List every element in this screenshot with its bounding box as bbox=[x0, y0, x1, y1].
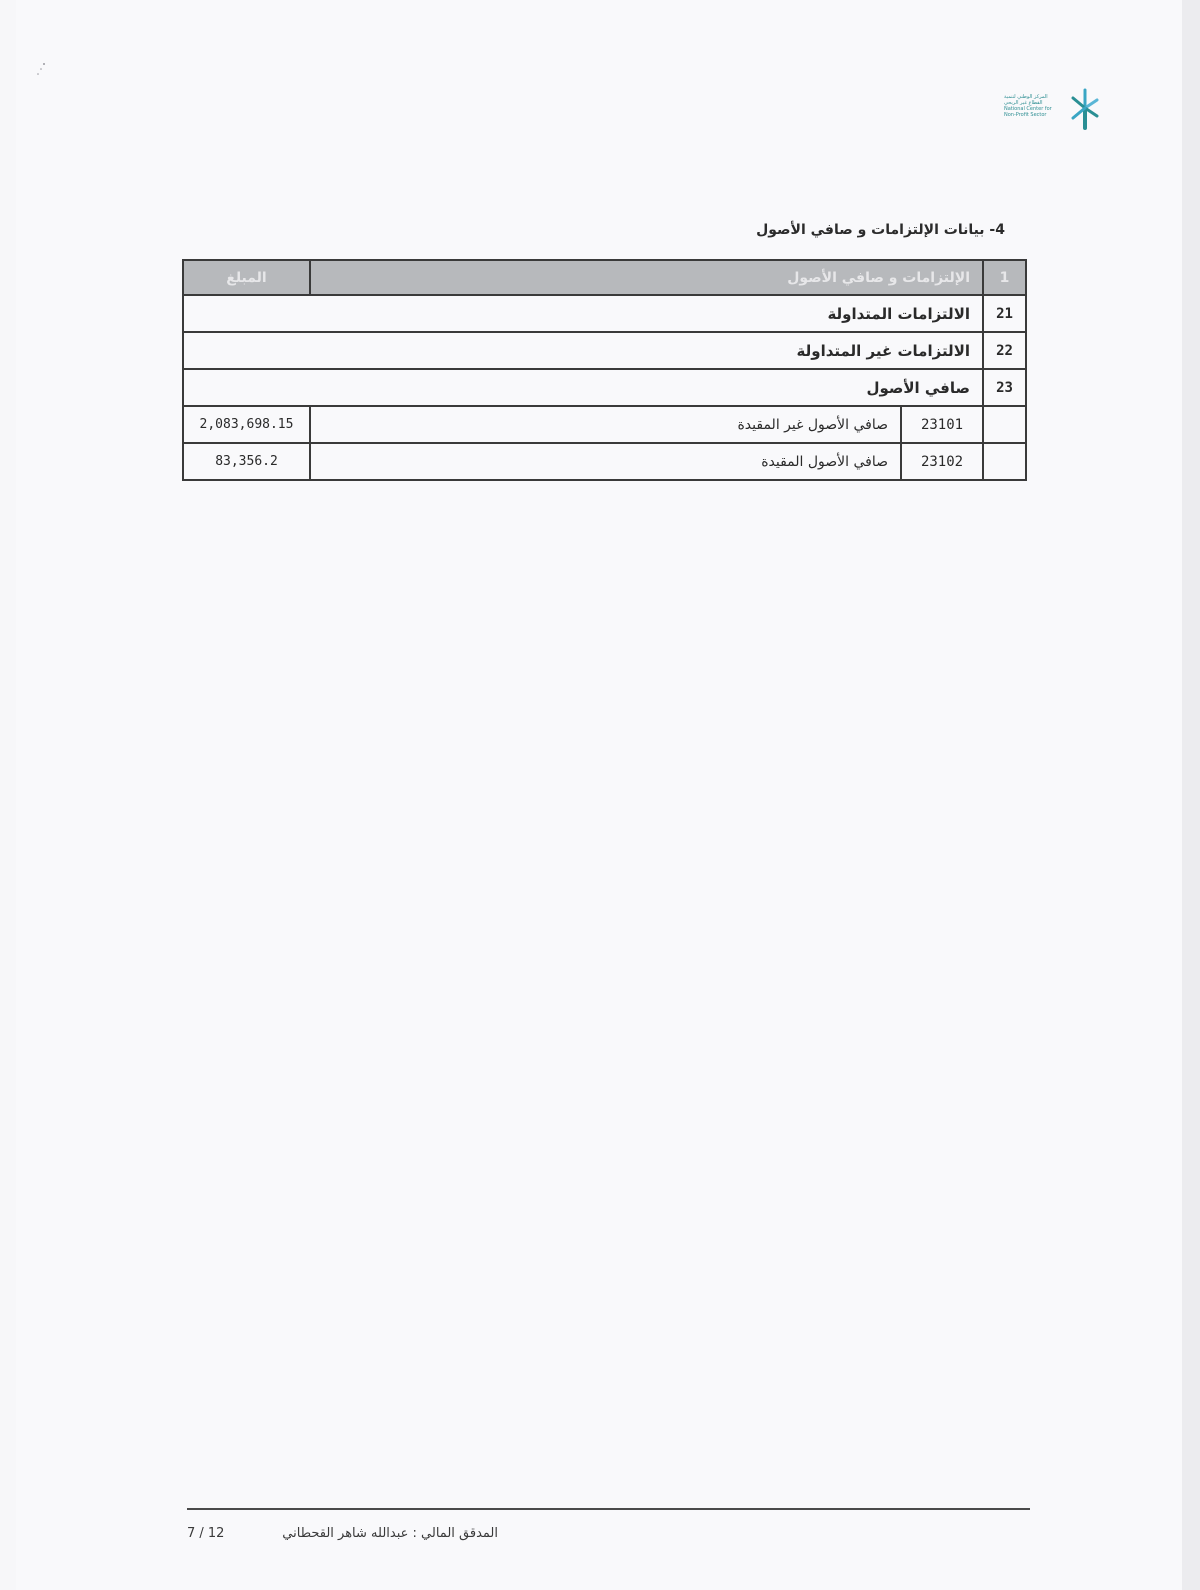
star-logo-icon bbox=[1070, 86, 1100, 130]
account-code: 23101 bbox=[901, 406, 983, 443]
group-label: الالتزامات غير المتداولة bbox=[183, 332, 983, 369]
table-row bbox=[183, 406, 1026, 443]
account-label: صافي الأصول المقيدة bbox=[310, 443, 901, 480]
empty-cell bbox=[983, 443, 1026, 480]
account-amount: 2,083,698.15 bbox=[183, 406, 310, 443]
scan-edge bbox=[1182, 0, 1200, 1590]
table-header-row bbox=[183, 260, 1026, 295]
page-number: 7 / 12 bbox=[187, 1526, 225, 1541]
document-page bbox=[16, 0, 1182, 1590]
account-code: 23102 bbox=[901, 443, 983, 480]
header-amount: المبلغ bbox=[183, 260, 310, 295]
group-number: 21 bbox=[983, 295, 1026, 332]
account-amount: 83,356.2 bbox=[183, 443, 310, 480]
footer-auditor: المدقق المالي : عبدالله شاهر القحطاني bbox=[282, 1526, 498, 1541]
liabilities-net-assets-table bbox=[182, 259, 1027, 481]
group-label: الالتزامات المتداولة bbox=[183, 295, 983, 332]
footer-divider bbox=[187, 1508, 1030, 1510]
table-row bbox=[183, 369, 1026, 406]
table-row bbox=[183, 443, 1026, 480]
section-title: 4- بيانات الإلتزامات و صافي الأصول bbox=[756, 222, 1005, 238]
header-number: 1 bbox=[983, 260, 1026, 295]
account-label: صافي الأصول غير المقيدة bbox=[310, 406, 901, 443]
scan-artifact bbox=[36, 62, 48, 78]
empty-cell bbox=[983, 406, 1026, 443]
group-number: 22 bbox=[983, 332, 1026, 369]
table-row bbox=[183, 295, 1026, 332]
logo-text: المركز الوطني لتنمية القطاع غير الربحي National Center for Non-Profit Sector bbox=[1004, 94, 1052, 118]
organization-logo bbox=[1002, 86, 1100, 130]
group-number: 23 bbox=[983, 369, 1026, 406]
table-row bbox=[183, 332, 1026, 369]
group-label: صافي الأصول bbox=[183, 369, 983, 406]
header-label: الإلتزامات و صافي الأصول bbox=[310, 260, 983, 295]
